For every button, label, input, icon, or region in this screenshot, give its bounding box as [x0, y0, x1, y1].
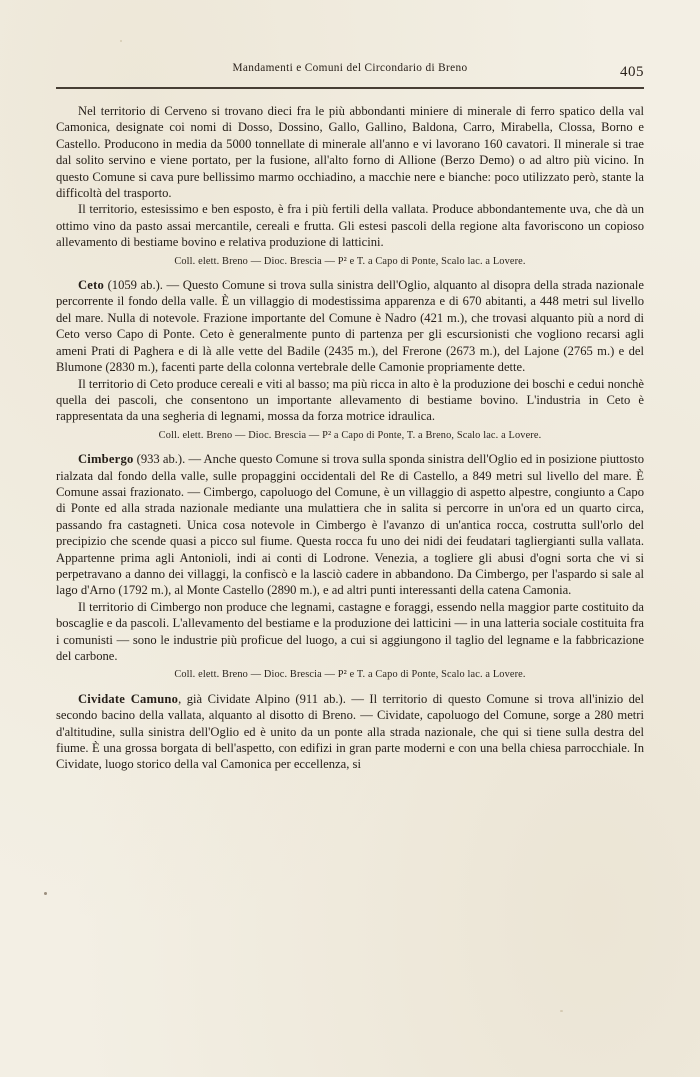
header-rule [56, 87, 644, 89]
coll-line-cerveno: Coll. elett. Breno — Dioc. Brescia — P² e T. a Capo di Ponte, Scalo lac. a Lovere. [174, 255, 526, 267]
paper-speck [120, 40, 122, 42]
body-text-column [56, 103, 644, 773]
entry-title-cividate: Cividate Camuno [78, 691, 179, 706]
paragraph-cerveno-territory: Il territorio, estesissimo e ben esposto, è fra i più fertili della vallata. Produce abbondantemente uva, che dà un ottimo vino da pasto assai mercantile, cereali e frutta. Gli estesi pascoli della regione alta favoriscono un copioso allevamento di bestiame bovino e relativa produzione di latticini. [56, 202, 644, 250]
entry-cimbergo: Cimbergo (933 ab.). — Anche questo Comune si trova sulla sponda sinistra dell'Oglio ed in posizione piuttosto rialzata dal fondo della valle, sulle propaggini occidentali del Re di Castello, a 849 metri sul livello del mare. È Comune assai frazionato. — Cimbergo, capoluogo del Comune, è un villaggio di aspetto alpestre, congiunto a Capo di Ponte ed alla strada nazionale mediante una mulattiera che in salita si percorre in un'ora ed un quarto circa, passando fra castagneti. Unica cosa notevole in Cimbergo è l'avanzo di un'antica rocca, costrutta sull'orlo del precipizio che scende quasi a picco sul fiume. Questa rocca fu uno dei nidi dei feudatari tagliergianti sulla vallata. Appartenne prima agli Antonioli, indi ai conti di Lodrone. Venezia, a togliere gli abusi d'ogni sorta che vi si perpetravano a danno dei villaggi, la confiscò e la lasciò cadere in abbandono. Da Cimbergo, per l'aspardo si sale al lago d'Arno (1792 m.), al Monte Castello (2890 m.), e ad altri punti interessanti della catena Camonia. [56, 452, 644, 598]
running-title: Mandamenti e Comuni del Circondario di Breno [232, 62, 468, 74]
paper-speck [560, 1010, 563, 1012]
paragraph-cimbergo-territory: Il territorio di Cimbergo non produce che legnami, castagne e foraggi, essendo nella maggior parte costituito da boscaglie e da pascoli. L'allevamento del bestiame e la produzione dei latticini — in una latteria sociale costituita fra i comunisti — sono le industrie più proficue del luogo, a cui si aggiungono il taglio del legname e la fabbricazione del carbone. [56, 599, 645, 663]
entry-cividate-camuno: Cividate Camuno, già Cividate Alpino (911 ab.). — Il territorio di questo Comune si trova all'inizio del secondo bacino della vallata, alquanto al disotto di Breno. — Cividate, capoluogo del Comune, sorge a 280 metri d'altitudine, sulla sinistra dell'Oglio ed è unito da un ponte alla strada nazionale, che qui si tiene sulla destra del fiume. È una grossa borgata di bell'aspetto, con edifizi in gran parte moderni e con una bella chiesa parrocchiale. In Cividate, luogo storico della val Camonica per eccellenza, si [56, 691, 645, 772]
paragraph-ceto-territory: Il territorio di Ceto produce cereali e viti al basso; ma più ricca in alto è la produzione dei boschi e cedui nonchè quella dei pascoli, che consentono un importante allevamento di bestiame bovino. L'industria in Ceto è rappresentata da una segheria di legnami, mossa da forza motrice idraulica. [56, 376, 644, 424]
entry-ceto: Ceto (1059 ab.). — Questo Comune si trova sulla sinistra dell'Oglio, alquanto al disopra della strada nazionale percorrente il fondo della valle. È un villaggio di modestissima apparenza e di 670 abitanti, a 448 metri sul livello del mare. Nulla di notevole. Frazione importante del Comune è Nadro (421 m.), che trovasi alquanto più a nord di Ceto verso Capo di Ponte. Ceto è generalmente punto di partenza per gli escursionisti che vogliono recarsi agli ameni Prati di Paghera e di là alle vette del Badile (2435 m.), del Frerone (2673 m.), del Lajone (2765 m.) e del Blumone (2830 m.), facenti parte della colonna vertebrale delle Camonie propriamente dette. [56, 278, 644, 375]
paragraph-cerveno-mines: Nel territorio di Cerveno si trovano dieci fra le più abbondanti miniere di minerale di ferro spatico della val Camonica, designate coi nomi di Dosso, Dossino, Gallo, Gallino, Baldona, Carro, Mirabella, Clossa, Borno e Castello. Producono in media da 5000 tonnellate di minerale all'anno e vi lavorano 160 cavatori. Il minerale si trae dal solito servino e viene portato, per la fusione, all'alto forno di Allione (Berzo Demo) o ad altro più vicino. In questo Comune si cava pure bellissimo marmo occhiadino, a macchie nere e bianche: poco utilizzato però, stante la difficoltà del trasporto. [56, 104, 644, 201]
ink-speck [44, 892, 47, 895]
page-number: 405 [620, 64, 644, 80]
page-header [56, 62, 644, 80]
coll-line-cimbergo: Coll. elett. Breno — Dioc. Brescia — P² e T. a Capo di Ponte, Scalo lac. a Lovere. [174, 669, 526, 681]
coll-line-ceto: Coll. elett. Breno — Dioc. Brescia — P² a Capo di Ponte, T. a Breno, Scalo lac. a Lovere. [158, 429, 542, 441]
entry-title-ceto: Ceto [78, 278, 104, 293]
entry-title-cimbergo: Cimbergo [78, 452, 134, 467]
